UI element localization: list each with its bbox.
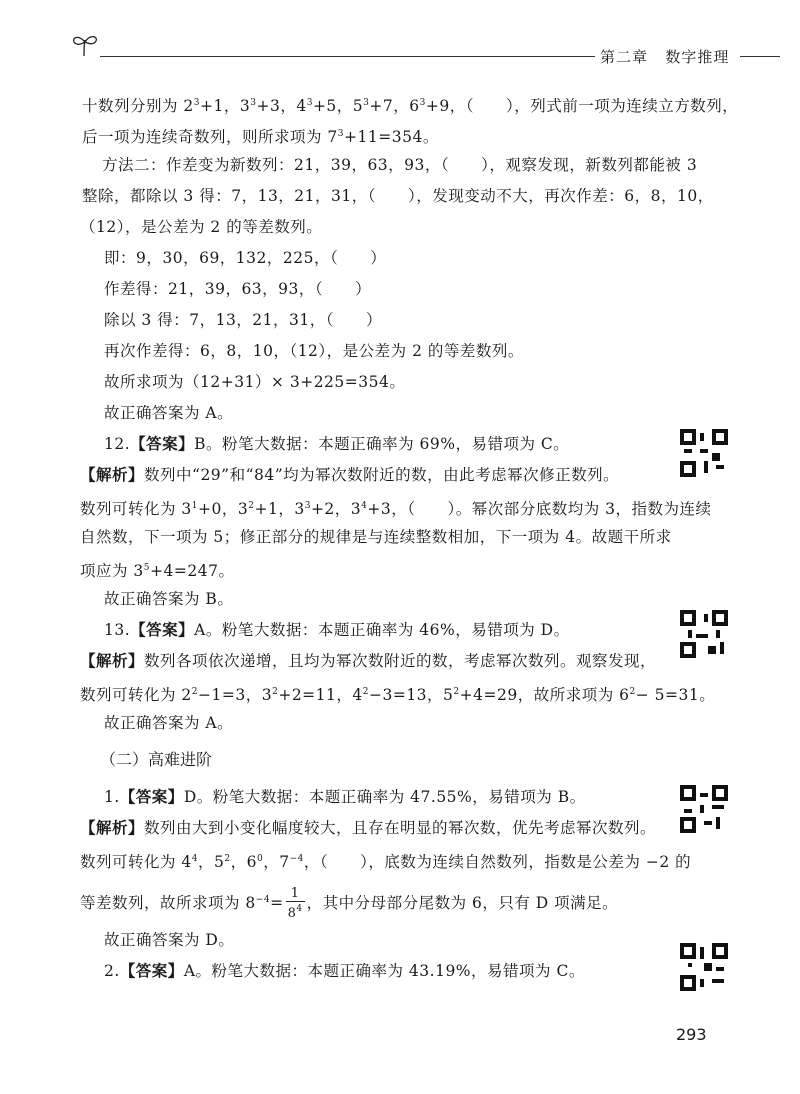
- answer-line: 2.【答案】A。粉笔大数据：本题正确率为 43.19%，易错项为 C。: [104, 962, 585, 980]
- text-line: 故所求项为（12+31）× 3+225=354。: [104, 373, 406, 391]
- text-line: 故正确答案为 A。: [104, 404, 234, 422]
- page-number: 293: [676, 1025, 707, 1044]
- answer-line: 12.【答案】B。粉笔大数据：本题正确率为 69%，易错项为 C。: [104, 435, 570, 453]
- text-line: 故正确答案为 D。: [104, 931, 235, 949]
- text-line: （12），是公差为 2 的等差数列。: [80, 218, 323, 236]
- qr-code-icon[interactable]: [680, 785, 728, 833]
- text-line: 后一项为连续奇数列，则所求项为 $7^3+11=354$。: [82, 128, 439, 146]
- text-line: 项应为 $3^5+4=247$。: [80, 562, 235, 580]
- text-line: 方法二：作差变为新数列：21，39，63，93，（ ），观察发现，新数列都能被 3: [102, 156, 698, 174]
- header-rule-right: [740, 56, 780, 57]
- text-line: 故正确答案为 B。: [104, 590, 234, 608]
- answer-line: 13.【答案】A。粉笔大数据：本题正确率为 46%，易错项为 D。: [104, 621, 570, 639]
- text-line: 十数列分别为 $2^3+1$，$3^3+3$，$4^3+5$，$5^3+7$，$6^3+9$，（ ），列式前一项为连续立方数列，: [82, 97, 739, 115]
- text-line: 作差得：21，39，63，93，（ ）: [104, 280, 372, 298]
- text-line: 数列可转化为 $2^2-1=3$，$3^2+2=11$，$4^2-3=13$，$5^2+4=29$，故所求项为 $6^2- 5=31$。: [80, 686, 716, 704]
- answer-line: 1.【答案】D。粉笔大数据：本题正确率为 47.55%，易错项为 B。: [104, 788, 586, 806]
- fraction: $\frac{1}{8^4}$: [287, 886, 303, 921]
- analysis-line: 【解析】数列各项依次递增，且均为幂次数附近的数，考虑幂次数列。观察发现，: [80, 652, 657, 670]
- analysis-line: 【解析】数列由大到小变化幅度较大，且存在明显的幂次数，优先考虑幂次数列。: [80, 819, 657, 837]
- text-line: 数列可转化为 $3^1+0$，$3^2+1$，$3^3+2$，$3^4+3$，（ ）。幂次部分底数均为 3，指数为连续: [80, 500, 712, 518]
- header-rule: [100, 56, 595, 57]
- text-line: 即：9，30，69，132，225，（ ）: [104, 249, 387, 267]
- chapter-header: 第二章 数字推理: [600, 48, 730, 66]
- analysis-line: 【解析】数列中“29”和“84”均为幂次数附近的数，由此考虑幂次修正数列。: [80, 466, 620, 484]
- section-heading: （二）高难进阶: [100, 750, 213, 769]
- qr-code-icon[interactable]: [680, 429, 728, 477]
- text-line: 故正确答案为 A。: [104, 714, 234, 732]
- text-line: 数列可转化为 $4^4$，$5^2$，$6^0$，$7^{-4}$，（ ），底数为连续自然数列，指数是公差为 −2 的: [80, 853, 692, 871]
- text-line: 除以 3 得：7，13，21，31，（ ）: [104, 311, 382, 329]
- text-line: 自然数，下一项为 5；修正部分的规律是与连续整数相加，下一项为 4。故题干所求: [80, 528, 672, 546]
- sprout-icon: [70, 30, 100, 60]
- text-line: 再次作差得：6，8，10，（12），是公差为 2 的等差数列。: [104, 342, 524, 360]
- qr-code-icon[interactable]: [680, 943, 728, 991]
- qr-code-icon[interactable]: [680, 610, 728, 658]
- text-line: 等差数列，故所求项为 $8^{-4}=$ $\frac{1}{8^4}$ ，其中分母部分尾数为 6，只有 D 项满足。: [80, 886, 619, 921]
- text-line: 整除，都除以 3 得：7，13，21，31，（ ），发现变动不大，再次作差：6，8，10，: [82, 187, 714, 205]
